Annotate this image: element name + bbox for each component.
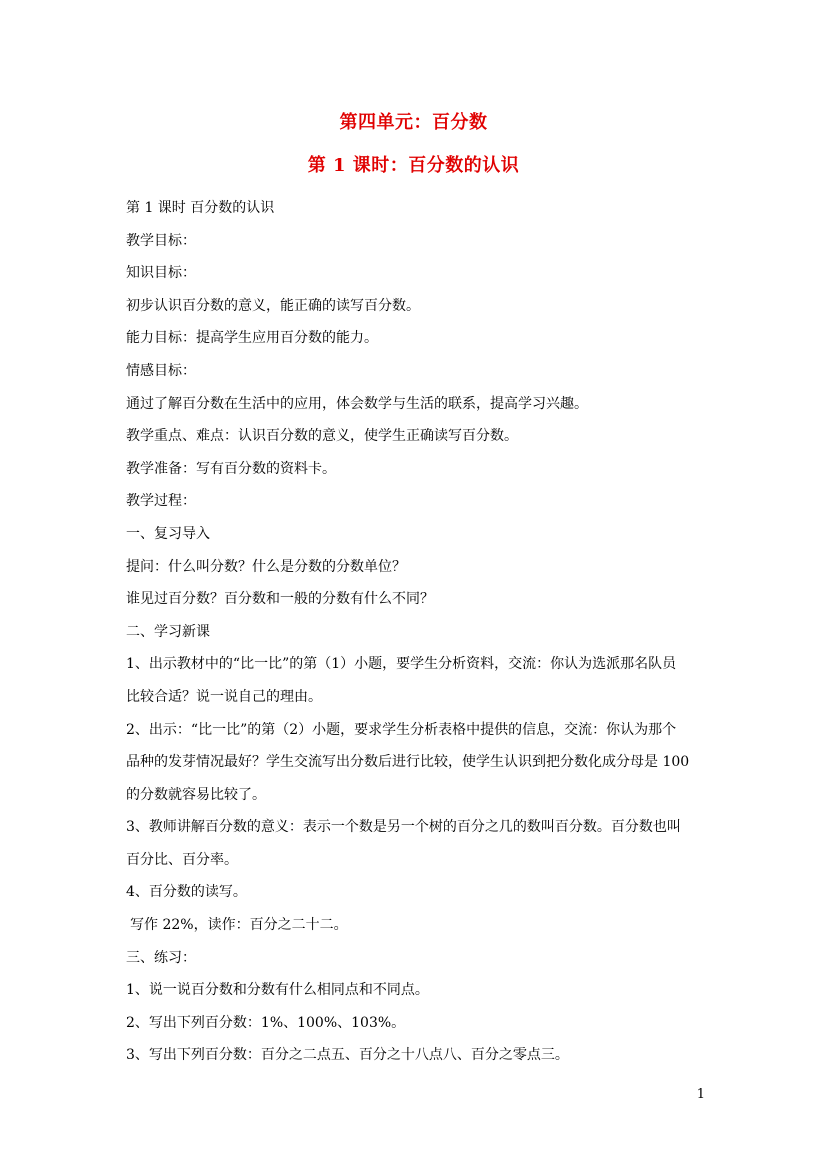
text-line-process: 教学过程： [126, 493, 196, 510]
text-line-knowledge-goals: 知识目标： [126, 265, 196, 282]
text-line: 1、出示教材中的“比一比”的第（1）小题，要学生分析资料，交流：你认为选派那名队员 [126, 656, 677, 673]
unit-title: 第四单元：百分数 [339, 112, 488, 133]
text-line: 3、写出下列百分数：百分之二点五、百分之十八点八、百分之零点三。 [126, 1047, 569, 1064]
text-line: 的分数就容易比较了。 [126, 786, 266, 803]
page-number: 1 [696, 1087, 705, 1102]
text-line: 2、写出下列百分数：1%、100%、103%。 [126, 1014, 406, 1031]
text-line: 比较合适？说一说自己的理由。 [126, 688, 322, 705]
section-heading-practice: 三、练习： [126, 949, 196, 966]
text-line: 通过了解百分数在生活中的应用，体会数学与生活的联系，提高学习兴趣。 [126, 395, 588, 412]
lesson-body [126, 192, 716, 1072]
text-line: 提问：什么叫分数？什么是分数的分数单位？ [126, 558, 406, 575]
section-heading-review: 一、复习导入 [126, 525, 210, 542]
text-line-ability-goals: 能力目标：提高学生应用百分数的能力。 [126, 330, 378, 347]
text-line-emotion-goals: 情感目标： [126, 362, 196, 379]
lesson-title: 第 1 课时：百分数的认识 [307, 155, 520, 176]
text-line-key-points: 教学重点、难点：认识百分数的意义，使学生正确读写百分数。 [126, 428, 518, 445]
text-line-preparation: 教学准备：写有百分数的资料卡。 [126, 460, 336, 477]
text-line: 2、出示：“比一比”的第（2）小题，要求学生分析表格中提供的信息，交流：你认为那个 [126, 721, 677, 738]
text-line: 写作 22%，读作：百分之二十二。 [130, 917, 348, 934]
text-line: 4、百分数的读写。 [126, 884, 247, 901]
text-line: 1、说一说百分数和分数有什么相同点和不同点。 [126, 982, 429, 999]
text-line-lesson-heading: 第 1 课时 百分数的认识 [126, 200, 275, 216]
text-line: 谁见过百分数？百分数和一般的分数有什么不同？ [126, 591, 434, 608]
text-line: 百分比、百分率。 [126, 851, 238, 868]
section-heading-new-lesson: 二、学习新课 [126, 623, 210, 640]
text-line: 品种的发芽情况最好？学生交流写出分数后进行比较，使学生认识到把分数化成分母是 100 [126, 754, 690, 771]
text-line: 初步认识百分数的意义，能正确的读写百分数。 [126, 297, 420, 314]
text-line: 3、教师讲解百分数的意义：表示一个数是另一个树的百分之几的数叫百分数。百分数也叫 [126, 819, 681, 836]
text-line-teaching-goals: 教学目标： [126, 232, 196, 249]
